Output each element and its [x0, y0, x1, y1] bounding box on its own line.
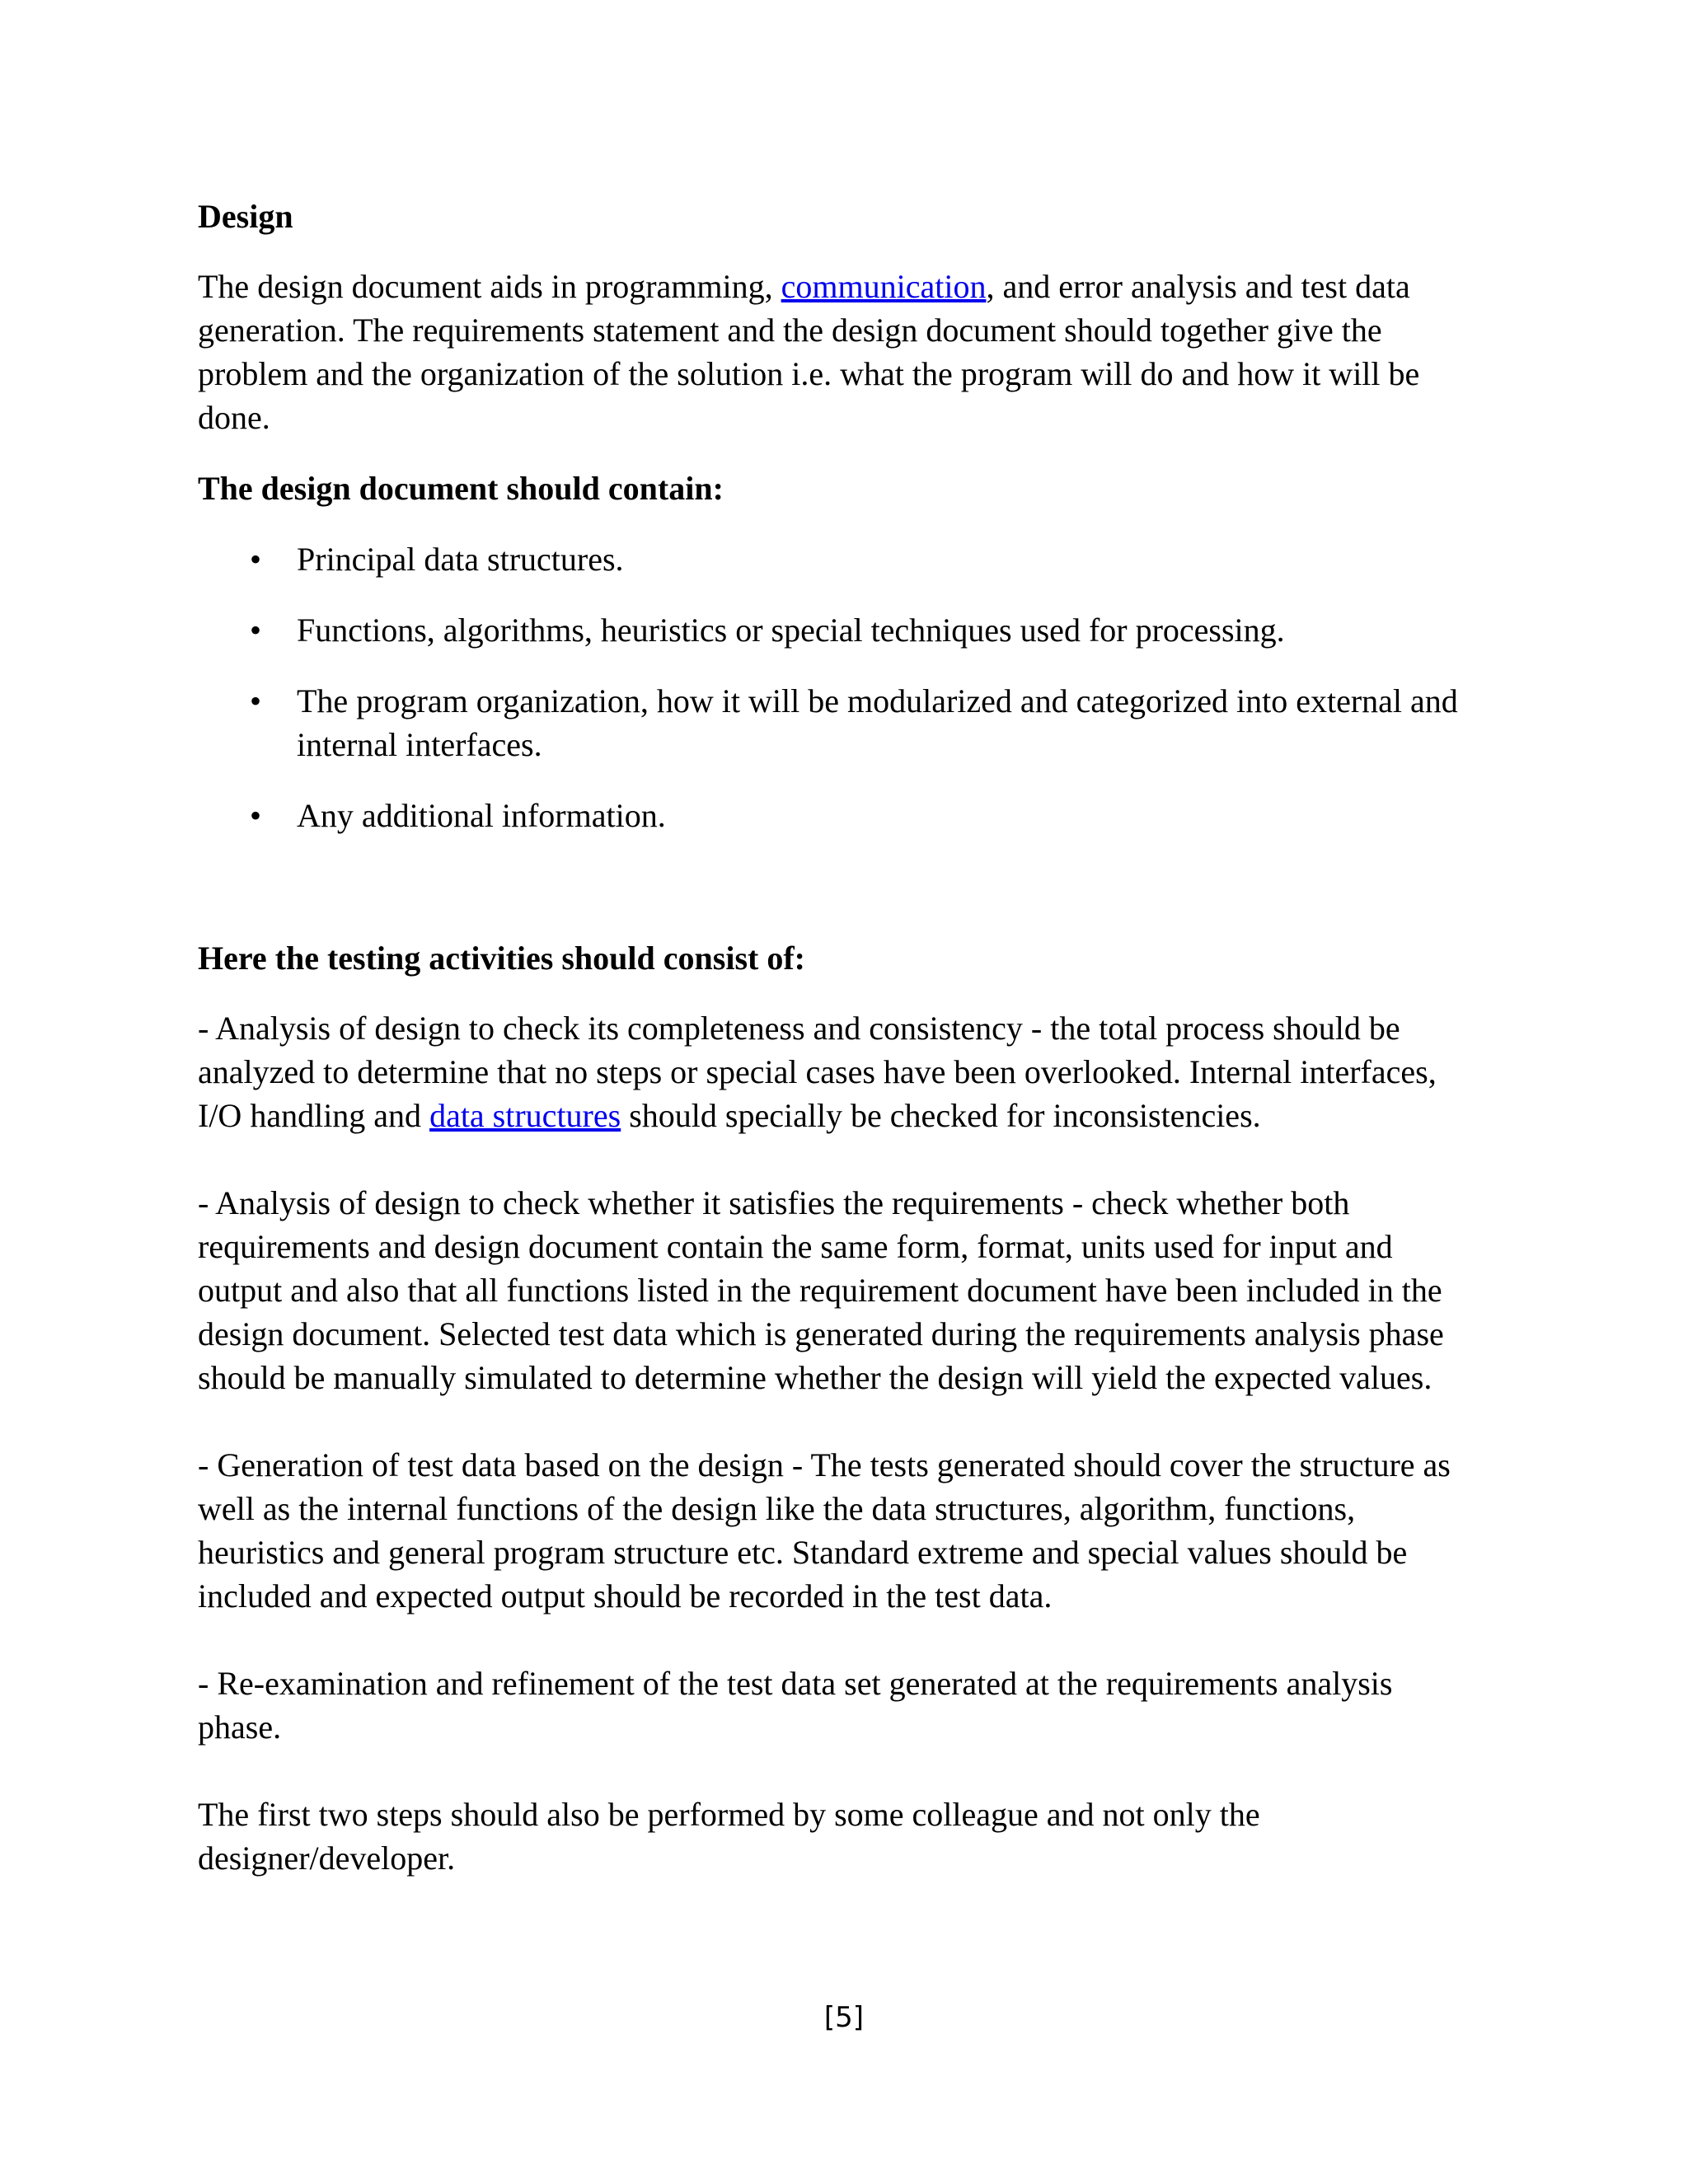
- bullet-icon: •: [249, 682, 261, 719]
- list-item: [198, 537, 1484, 581]
- bullet-icon: •: [249, 541, 261, 578]
- activity1-text-1: - Analysis of design to check its completeness and consistency - the total process should be analyzed to determine that no steps or special cases have been overlooked. Internal interfaces, I/O handling and: [198, 1010, 1437, 1134]
- closing-paragraph: The first two steps should also be performed by some colleague and not only the designer/developer.: [198, 1796, 1260, 1877]
- communication-link[interactable]: communication: [781, 268, 987, 305]
- testing-heading: Here the testing activities should consist of:: [198, 940, 805, 977]
- list-item-text: The program organization, how it will be modularized and categorized into external and internal interfaces.: [297, 682, 1458, 763]
- section-title: Design: [198, 198, 293, 235]
- list-item: [198, 794, 1484, 837]
- bullet-icon: •: [249, 612, 261, 649]
- data-structures-link[interactable]: data structures: [429, 1097, 621, 1134]
- list-item-text: Any additional information.: [297, 797, 666, 834]
- list-item-text: Functions, algorithms, heuristics or special techniques used for processing.: [297, 612, 1285, 649]
- activity-analysis-completeness: [198, 1006, 1484, 1137]
- activity-re-examination: - Re-examination and refinement of the test data set generated at the requirements analysis phase.: [198, 1665, 1393, 1746]
- list-item: [198, 608, 1484, 652]
- list-item-text: Principal data structures.: [297, 541, 624, 578]
- intro-text-2: , and error analysis and test data generation. The requirements statement and the design document should together give the problem and the organization of the solution i.e. what the program will do and how it will be done.: [198, 268, 1420, 436]
- intro-text-1: The design document aids in programming,: [198, 268, 781, 305]
- intro-paragraph: [198, 265, 1484, 439]
- activity-test-data-generation: - Generation of test data based on the design - The tests generated should cover the structure as well as the internal functions of the design like the data structures, algorithm, functions, heuristics and general program structure etc. Standard extreme and special values should be included and expected output should be recorded in the test data.: [198, 1446, 1451, 1615]
- activity1-text-2: should specially be checked for inconsistencies.: [621, 1097, 1261, 1134]
- contain-heading: The design document should contain:: [198, 470, 724, 507]
- page-number: [5]: [823, 2001, 865, 2034]
- bullet-icon: •: [249, 797, 261, 834]
- contents-list: [198, 537, 1484, 837]
- activity-analysis-requirements: - Analysis of design to check whether it satisfies the requirements - check whether both requirements and design document contain the same form, format, units used for input and output and also that all functions listed in the requirement document have been included in the design document. Selected test data which is generated during the requirements analysis phase should be manually simulated to determine whether the design will yield the expected values.: [198, 1184, 1444, 1396]
- list-item: [198, 679, 1484, 766]
- page-content: [198, 194, 1484, 1880]
